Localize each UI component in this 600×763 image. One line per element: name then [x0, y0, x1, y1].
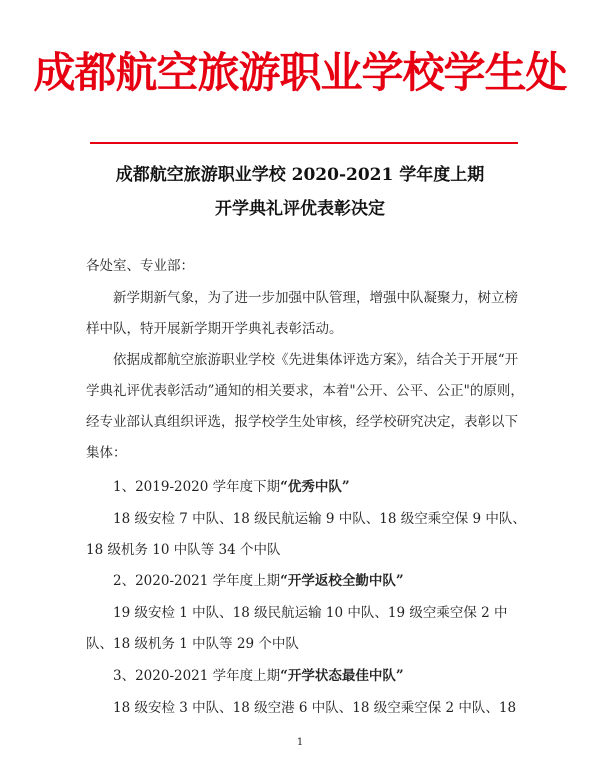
award-heading-1-title: “优秀中队”: [280, 479, 350, 495]
award-heading-1: [86, 472, 526, 503]
page-number: 1: [296, 737, 304, 748]
award-heading-3-title: “开学状态最佳中队”: [280, 668, 404, 684]
letterhead-divider: [90, 142, 518, 144]
award-heading-2-period: 2、2020-2021 学年度上期: [113, 573, 281, 589]
document-title-line-2: 开学典礼评优表彰决定: [215, 199, 385, 219]
letterhead-title: 成都航空旅游职业学校学生处: [33, 48, 567, 97]
salutation: 各处室、专业部：: [86, 258, 194, 274]
intro-paragraph: 新学期新气象，为了进一步加强中队管理，增强中队凝聚力，树立榜样中队，特开展新学期开学典礼表彰活动。: [86, 290, 518, 337]
award-heading-1-period: 1、2019-2020 学年度下期: [113, 479, 281, 495]
award-heading-2-title: “开学返校全勤中队”: [280, 573, 404, 589]
document-title-line-1: 成都航空旅游职业学校 2020-2021 学年度上期: [115, 165, 485, 185]
award-body-2: 19 级安检 1 中队、18 级民航运输 10 中队、19 级空乘空保 2 中队、18 级机务 1 中队等 29 个中队: [86, 605, 508, 652]
award-heading-3-period: 3、2020-2021 学年度上期: [113, 668, 281, 684]
award-heading-2: [86, 566, 526, 597]
award-body-1: 18 级安检 7 中队、18 级民航运输 9 中队、18 级空乘空保 9 中队、18 级机务 10 中队等 34 个中队: [86, 511, 526, 558]
award-body-3: 18 级安检 3 中队、18 级空港 6 中队、18 级空乘空保 2 中队、18: [113, 700, 517, 716]
award-heading-3: [86, 661, 526, 692]
basis-paragraph: 依据成都航空旅游职业学校《先进集体评选方案》，结合关于开展“开学典礼评优表彰活动”通知的相关要求，本着"公开、公平、公正"的原则，经专业部认真组织评选，报学校学生处审核，经学校研究决定，表彰以下集体：: [86, 352, 524, 461]
